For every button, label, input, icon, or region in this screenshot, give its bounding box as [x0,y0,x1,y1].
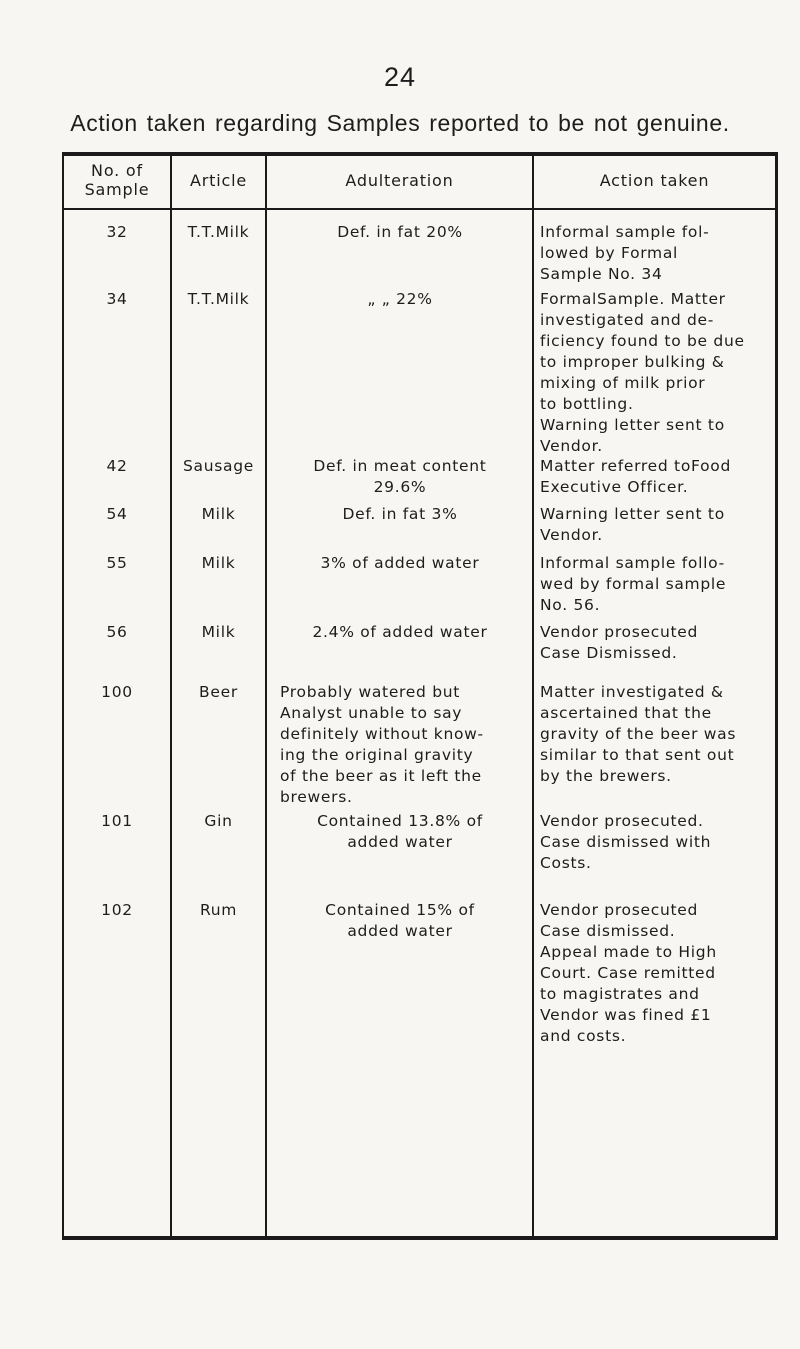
action-cell: Vendor prosecuted. Case dismissed with Costs. [540,812,712,872]
column-rule-3 [532,152,534,1240]
article-cell: T.T.Milk [187,290,250,308]
adulteration-cell: Probably watered but Analyst unable to say definitely without know- ing the original gravity of the beer as it left the brewers. [280,683,484,806]
sample-no-cell: 100 [101,683,133,701]
header-action [534,152,775,208]
header-action-label: Action taken [599,170,710,190]
adulteration-cell: Def. in fat 3% [342,505,458,523]
sample-no-cell: 54 [106,505,128,523]
action-cell: Vendor prosecuted Case dismissed. Appeal made to High Court. Case remitted to magistrates and Vendor was fined £1 and costs. [540,901,717,1045]
sample-no-cell: 56 [106,623,128,641]
sample-no-cell: 34 [106,290,128,308]
adulteration-cell: „ „ 22% [367,290,433,308]
adulteration-cell: Def. in fat 20% [337,223,463,241]
sample-no-cell: 101 [101,812,133,830]
sample-no-cell: 32 [106,223,128,241]
article-cell: Rum [199,901,238,919]
action-cell: Warning letter sent to Vendor. [540,505,725,544]
header-sample-no [64,152,170,208]
article-cell: Gin [204,812,233,830]
article-cell: Milk [201,623,236,641]
sample-no-cell: 102 [101,901,133,919]
header-adulteration-label: Adulteration [345,170,454,190]
adulteration-cell: Def. in meat content 29.6% [313,457,487,496]
adulteration-cell: Contained 13.8% of added water [317,812,483,851]
header-article [172,152,265,208]
page-title: Action taken regarding Samples reported to be not genuine. [70,110,730,136]
header-sample-no-label: No. of Sample [84,161,150,199]
action-cell: Vendor prosecuted Case Dismissed. [540,623,699,662]
sample-no-cell: 55 [106,554,128,572]
action-cell: Matter referred toFood Executive Officer. [540,457,731,496]
action-cell: Matter investigated & ascertained that the gravity of the beer was similar to that sent out by the brewers. [540,683,737,785]
action-cell: FormalSample. Matter investigated and de- ficiency found to be due to improper bulking & mixing of milk prior to bottling. Warning letter sent to Vendor. [540,290,745,455]
article-cell: Sausage [182,457,254,475]
header-article-label: Article [190,170,247,190]
adulteration-cell: 3% of added water [320,554,480,572]
adulteration-cell: Contained 15% of added water [325,901,475,940]
article-cell: Milk [201,505,236,523]
adulteration-cell: 2.4% of added water [312,623,488,641]
header-adulteration [267,152,532,208]
action-cell: Informal sample fol- lowed by Formal Sample No. 34 [540,223,710,283]
article-cell: Beer [199,683,238,701]
samples-table [62,152,778,1240]
article-cell: Milk [201,554,236,572]
article-cell: T.T.Milk [187,223,250,241]
column-rule-2 [265,152,267,1240]
table-right-rule [775,152,778,1240]
page-number: 24 [383,62,417,92]
sample-no-cell: 42 [106,457,128,475]
action-cell: Informal sample follo- wed by formal sample No. 56. [540,554,727,614]
